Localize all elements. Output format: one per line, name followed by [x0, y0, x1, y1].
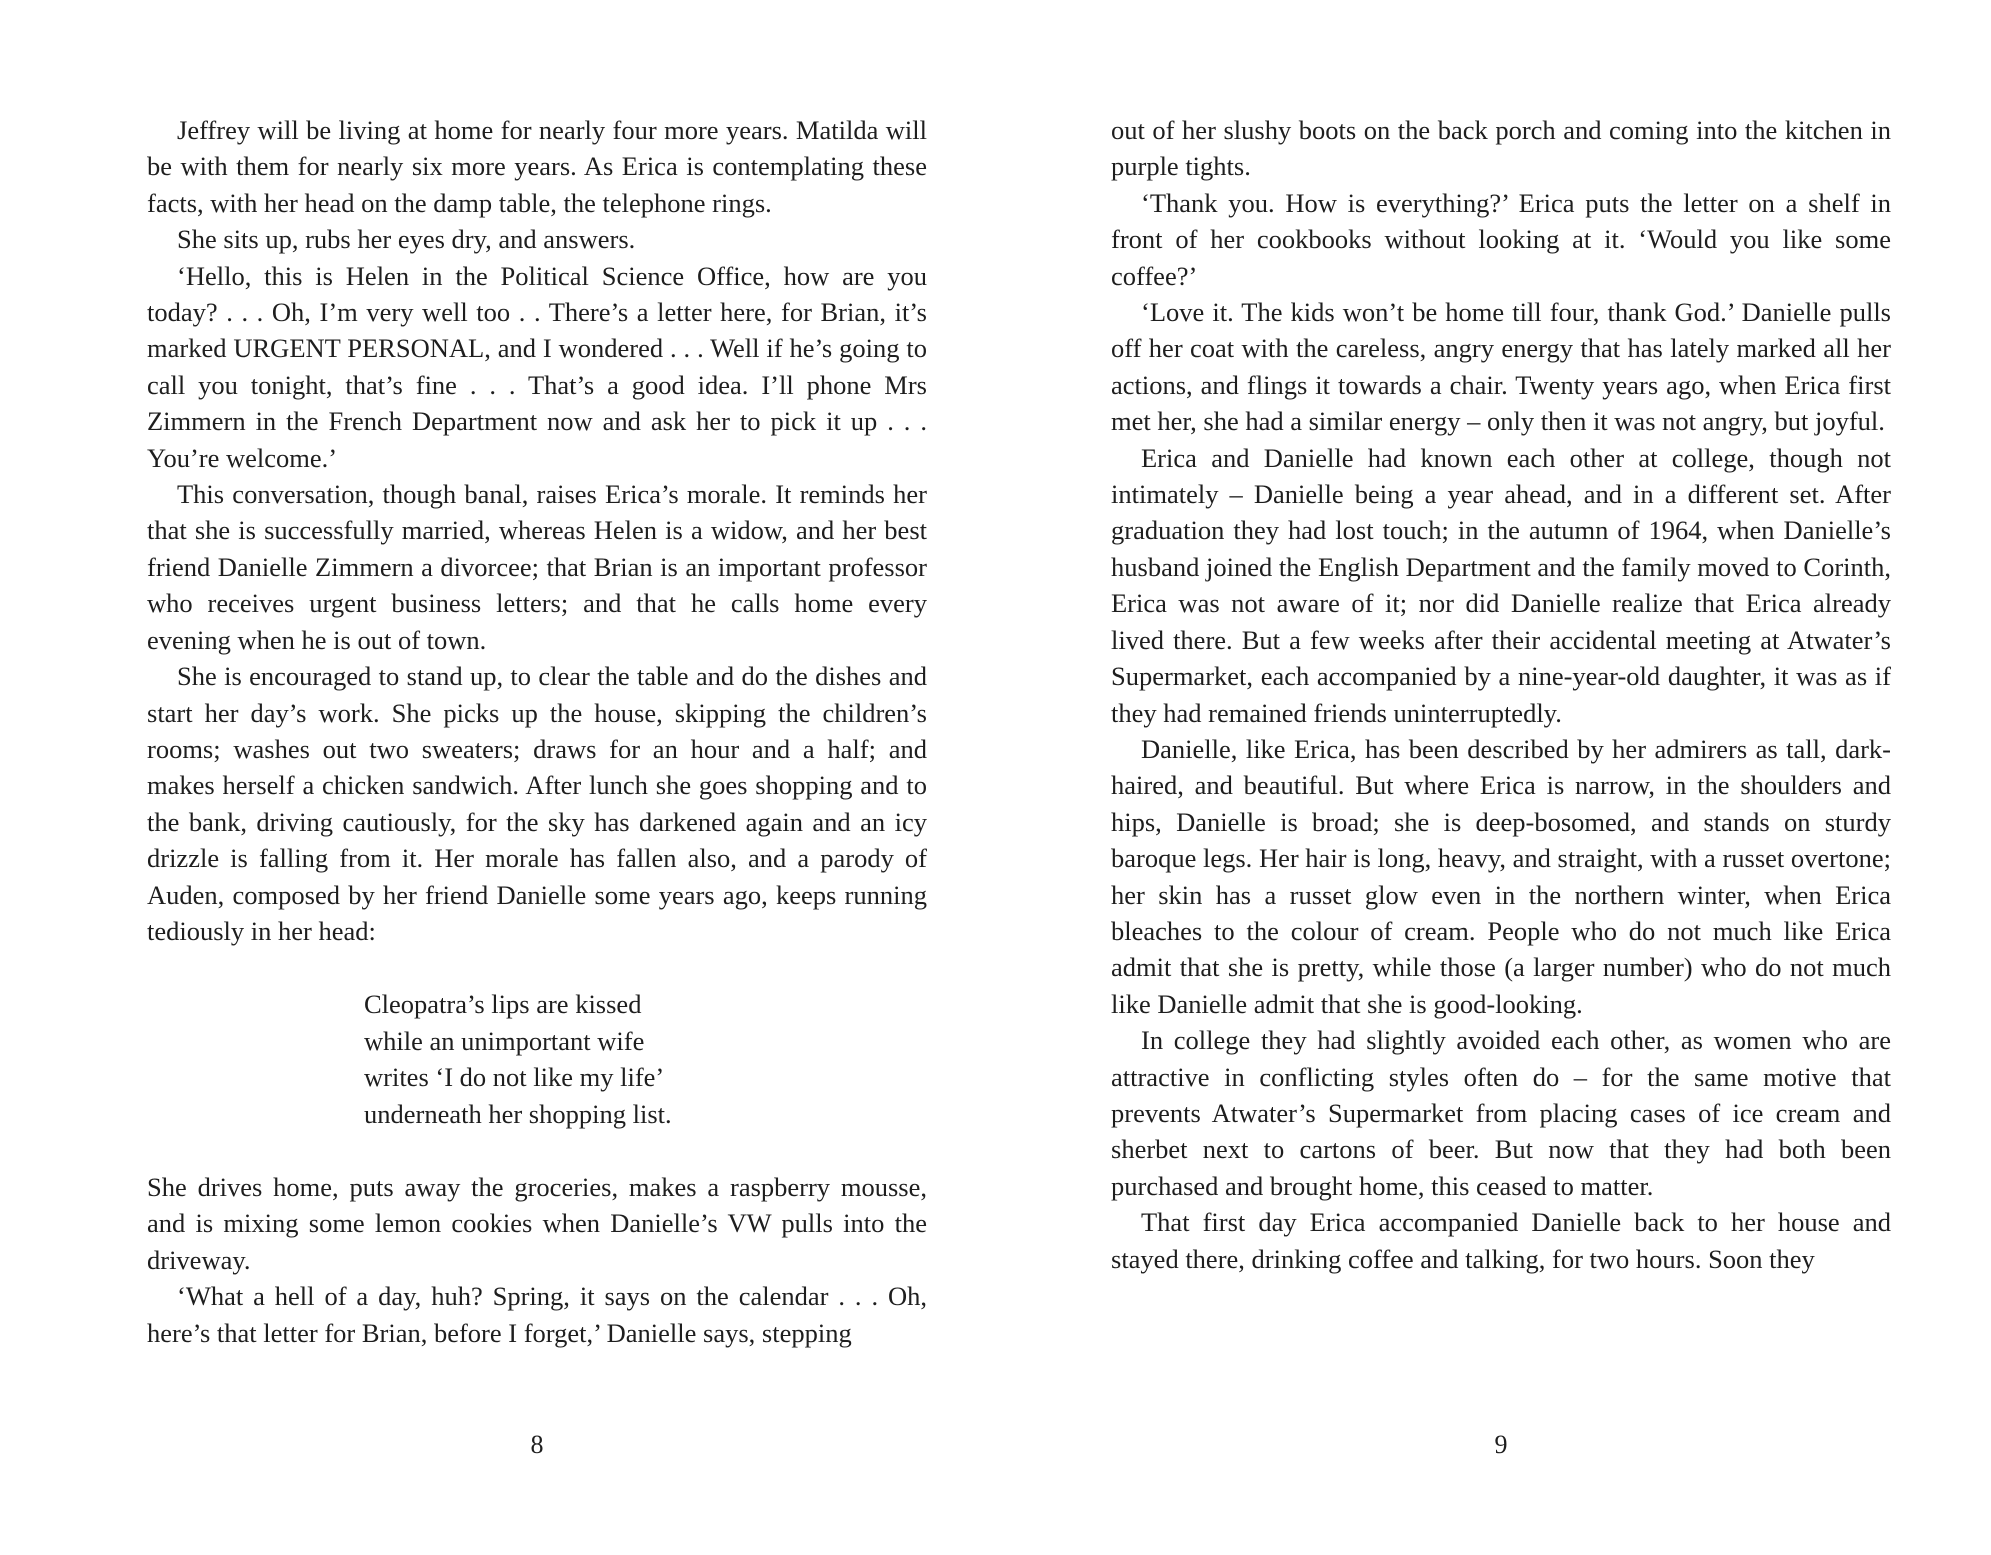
paragraph: ‘Hello, this is Helen in the Political Science Office, how are you today? . . . Oh, I’m very well too . . There’s a letter here, for Brian, it’s marked URGENT PERSONAL, and I wondered . . . Well if he’s going to call you tonight, that’s fine . . . That’s a good idea. I’ll phone Mrs Zimmern in the French Department now and ask her to pick it up . . . You’re welcome.’ — [147, 260, 927, 473]
paragraph: She drives home, puts away the groceries, makes a raspberry mousse, and is mixing some lemon cookies when Danielle’s VW pulls into the driveway. — [147, 1171, 927, 1275]
paragraph: Jeffrey will be living at home for nearly four more years. Matilda will be with them for nearly six more years. As Erica is contemplating these facts, with her head on the damp table, the telephone rings. — [147, 115, 927, 218]
verse-line: underneath her shopping list. — [364, 1098, 672, 1129]
paragraph: She is encouraged to stand up, to clear the table and do the dishes and start her day’s work. She picks up the house, skipping the children’s rooms; washes out two sweaters; draws for an hour and a half; and makes herself a chicken sandwich. After lunch she goes shopping and to the bank, driving cautiously, for the sky has darkened again and an icy drizzle is falling from it. Her morale has fallen also, and a parody of Auden, composed by her friend Danielle some years ago, keeps running tediously in her head: — [147, 661, 927, 946]
paragraph: ‘Thank you. How is everything?’ Erica puts the letter on a shelf in front of her cookbooks without looking at it. ‘Would you like some coffee?’ — [1111, 187, 1891, 291]
right-page — [1111, 112, 1891, 1532]
paragraph: ‘Love it. The kids won’t be home till four, thank God.’ Danielle pulls off her coat with the careless, angry energy that has lately marked all her actions, and flings it towards a chair. Twenty years ago, when Erica first met her, she had a similar energy – only then it was not angry, but joyful. — [1111, 297, 1891, 437]
paragraph: out of her slushy boots on the back porch and coming into the kitchen in purple tights. — [1111, 115, 1891, 182]
paragraph: She sits up, rubs her eyes dry, and answers. — [177, 224, 636, 255]
paragraph: That first day Erica accompanied Danielle back to her house and stayed there, drinking coffee and talking, for two hours. Soon they — [1111, 1207, 1891, 1274]
verse-line: Cleopatra’s lips are kissed — [364, 989, 642, 1020]
page-number: 8 — [530, 1430, 544, 1459]
verse-line: while an unimportant wife — [364, 1025, 645, 1056]
verse-line: writes ‘I do not like my life’ — [364, 1062, 665, 1093]
page-number: 9 — [1494, 1430, 1508, 1459]
left-page-text — [147, 112, 927, 1351]
paragraph: Erica and Danielle had known each other at college, though not intimately – Danielle being a year ahead, and in a different set. After graduation they had lost touch; in the autumn of 1964, when Danielle’s husband joined the English Department and the family moved to Corinth, Erica was not aware of it; nor did Danielle realize that Erica already lived there. But a few weeks after their accidental meeting at Atwater’s Supermarket, each accompanied by a nine-year-old daughter, it was as if they had remained friends uninterruptedly. — [1111, 442, 1891, 728]
paragraph: ‘What a hell of a day, huh? Spring, it says on the calendar . . . Oh, here’s that letter for Brian, before I forget,’ Danielle says, stepping — [147, 1281, 927, 1348]
verse-quotation — [364, 986, 927, 1132]
paragraph: Danielle, like Erica, has been described by her admirers as tall, dark-haired, and beautiful. But where Erica is narrow, in the shoulders and hips, Danielle is broad; she is deep-bosomed, and stands on sturdy baroque legs. Her hair is long, heavy, and straight, with a russet overtone; her skin has a russet glow even in the northern winter, when Erica bleaches to the colour of cream. People who do not much like Erica admit that she is pretty, while those (a larger number) who do not much like Danielle admit that she is good-looking. — [1111, 733, 1891, 1019]
left-page — [147, 112, 927, 1532]
paragraph: This conversation, though banal, raises Erica’s morale. It reminds her that she is successfully married, whereas Helen is a widow, and her best friend Danielle Zimmern a divorcee; that Brian is an important professor who receives urgent business letters; and that he calls home every evening when he is out of town. — [147, 479, 927, 655]
right-page-text — [1111, 112, 1891, 1277]
paragraph: In college they had slightly avoided each other, as women who are attractive in conflicting styles often do – for the same motive that prevents Atwater’s Supermarket from placing cases of ice cream and sherbet next to cartons of beer. But now that they had both been purchased and brought home, this ceased to matter. — [1111, 1025, 1891, 1201]
